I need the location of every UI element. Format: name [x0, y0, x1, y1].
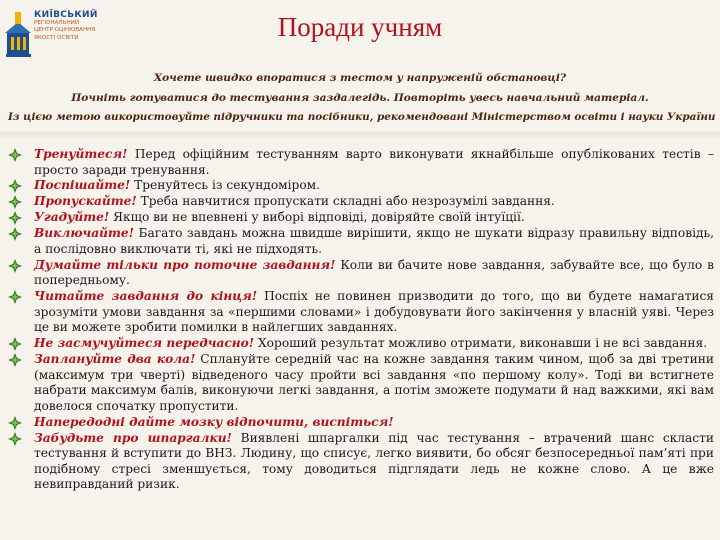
tip-item — [8, 415, 714, 431]
diamond-bullet-icon — [8, 337, 22, 351]
tip-heading: Думайте тільки про поточне завдання! — [34, 257, 336, 272]
diamond-bullet-icon — [8, 179, 22, 193]
tip-text: Тренуйтесь із секундоміром. — [130, 178, 321, 193]
diamond-bullet-icon — [8, 259, 22, 273]
diamond-bullet-icon — [8, 211, 22, 225]
diamond-bullet-icon — [8, 432, 22, 446]
diamond-bullet-icon — [8, 290, 22, 304]
tip-item — [8, 194, 714, 210]
tip-heading: Читайте завдання до кінця! — [34, 289, 258, 304]
tip-heading: Угадуйте! — [34, 210, 110, 225]
tip-text: Якщо ви не впевнені у виборі відповіді, довіряйте своїй інтуїції. — [109, 210, 525, 225]
tip-heading: Поспішайте! — [34, 178, 131, 193]
tip-heading: Напередодні дайте мозку відпочити, виспіться! — [34, 414, 394, 429]
tip-heading: Заплануйте два кола! — [34, 352, 196, 367]
page-title: Поради учням — [277, 12, 443, 42]
tip-text: Багато завдань можна швидше вирішити, якщо не шукати відразу правильну відповідь, а послідовно виключати ті, які не підходять. — [34, 226, 714, 256]
tip-heading: Не засмучуйтеся передчасно! — [34, 336, 255, 351]
tip-heading: Забудьте про шпаргалки! — [34, 430, 232, 445]
intro-line-2: Почніть готуватися до тестування заздалегідь. Повторіть увесь навчальний матеріал. — [71, 91, 649, 104]
diamond-bullet-icon — [8, 227, 22, 241]
tip-text: Сплануйте середній час на кожне завдання таким чином, щоб за дві третини (максимум три чверті) відведеного часу пройти всі завдання «по першому колу». Тоді ви встигнете набрати максимум балів, виконуючи легкі завдання, а потім зможете подумати й над важкими, які вам довелося спочатку пропустити. — [34, 352, 714, 413]
intro-line-1: Хочете швидко впоратися з тестом у напруженій обстановці? — [153, 72, 567, 84]
diamond-bullet-icon — [8, 195, 22, 209]
logo-name: КИЇВСЬКИЙ — [34, 10, 98, 20]
header-divider — [0, 132, 720, 140]
logo-subtitle-2: ЦЕНТР ОЦІНЮВАННЯ — [34, 27, 96, 34]
tip-item — [8, 336, 714, 352]
tip-text: Перед офіційним тестуванням варто виконувати якнайбільше опублікованих тестів – просто заради тренування. — [34, 147, 714, 177]
logo-subtitle-3: ЯКОСТІ ОСВІТИ — [34, 34, 79, 41]
tip-item — [8, 431, 714, 493]
tip-item — [8, 147, 714, 178]
tip-item — [8, 289, 714, 336]
tip-text: Хороший результат можливо отримати, виконавши і не всі завдання. — [254, 336, 708, 351]
tip-item — [8, 210, 714, 226]
intro-line-3: Із цією метою використовуйте підручники та посібники, рекомендовані Міністерством освіти і науки України — [8, 111, 716, 123]
logo-subtitle-1: РЕГІОНАЛЬНИЙ — [34, 20, 80, 26]
tip-heading: Виключайте! — [34, 226, 135, 241]
intro — [0, 69, 720, 128]
tip-item — [8, 178, 714, 194]
tip-item — [8, 226, 714, 257]
tips-list — [8, 147, 714, 493]
tip-item — [8, 258, 714, 289]
tip-heading: Тренуйтеся! — [34, 147, 128, 161]
tip-item — [8, 352, 714, 414]
tip-text: Поспіх не повинен призводити до того, що ви будете намагатися зрозуміти умови завдання за «першими словами» і добудовувати його закінчення у власній уяві. Через це ви можете зробити помилки в найлегших завданнях. — [34, 289, 714, 335]
diamond-bullet-icon — [8, 416, 22, 430]
diamond-bullet-icon — [8, 148, 22, 162]
diamond-bullet-icon — [8, 353, 22, 367]
tip-text: Виявлені шпаргалки під час тестування – втрачений шанс скласти тестування й вступити до ВНЗ. Людину, що списує, легко виявити, бо обсяг безпосередньої пам’яті при подібному стресі зменшується, тому доводиться підглядати ледь не кожне слово. А це вже невиправданий ризик. — [34, 430, 714, 492]
tip-heading: Пропускайте! — [34, 194, 137, 209]
tip-text: Коли ви бачите нове завдання, забувайте все, що було в попередньому. — [34, 257, 714, 288]
tip-text: Треба навчитися пропускати складні або незрозумілі завдання. — [136, 194, 555, 209]
